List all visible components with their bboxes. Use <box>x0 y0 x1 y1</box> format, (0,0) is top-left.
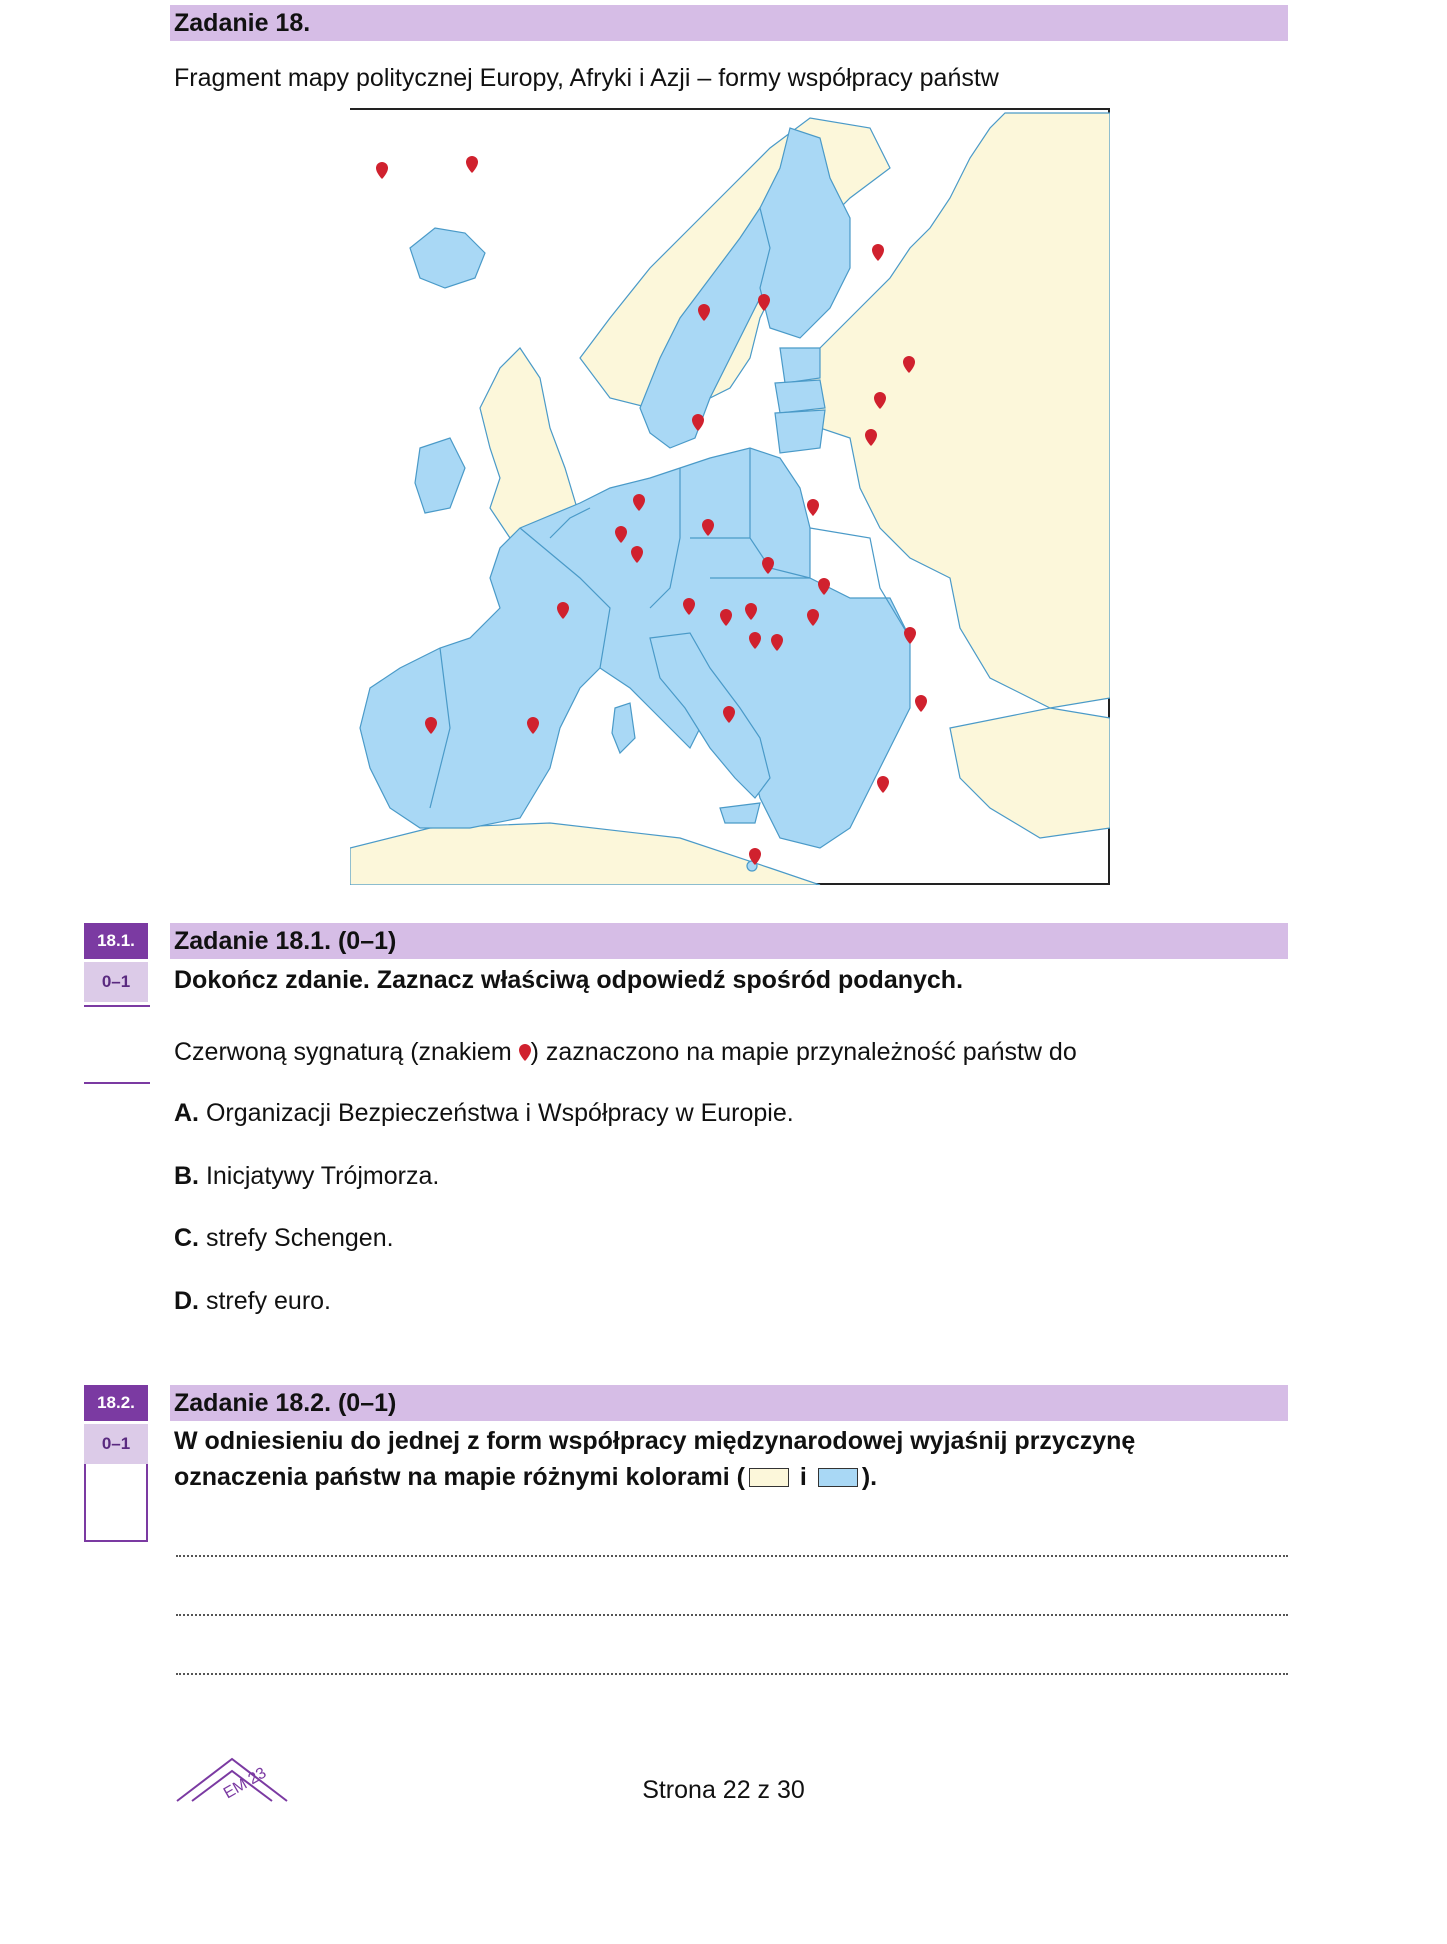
task-header: Zadanie 18. <box>174 9 311 37</box>
answer-line-2[interactable] <box>176 1614 1288 1616</box>
task-18-2-number: 18.2. <box>84 1385 148 1421</box>
cream-swatch <box>749 1468 789 1487</box>
option-a[interactable] <box>174 1097 794 1129</box>
stem-after: ) zaznaczono na mapie przynależność państw do <box>530 1038 1077 1066</box>
logo-text: EM 23 <box>220 1764 270 1803</box>
option-d-text: strefy euro. <box>205 1287 332 1315</box>
task-18-1-points: 0–1 <box>84 962 148 1002</box>
blue-swatch <box>818 1468 858 1487</box>
instruction-line2-after: ). <box>861 1463 878 1491</box>
task-18-1-side-line <box>84 1005 150 1007</box>
instruction-line2-before: oznaczenia państw na mapie różnymi kolorami ( <box>174 1463 745 1491</box>
marker-sign-icon <box>519 1044 531 1062</box>
instruction-line2-mid: i <box>792 1463 814 1491</box>
task-18-2-instruction-line2 <box>174 1461 877 1493</box>
page-number: Strona 22 z 30 <box>642 1776 805 1801</box>
option-d-letter: D. <box>174 1287 199 1315</box>
option-a-letter: A. <box>174 1099 199 1127</box>
stem-before: Czerwoną sygnaturą (znakiem <box>174 1038 519 1066</box>
task-18-1-instruction: Dokończ zdanie. Zaznacz właściwą odpowiedź spośród podanych. <box>174 966 964 994</box>
option-c-text: strefy Schengen. <box>205 1224 394 1252</box>
option-b-text: Inicjatywy Trójmorza. <box>205 1162 440 1190</box>
map <box>350 108 1110 885</box>
option-b-letter: B. <box>174 1162 199 1190</box>
task-18-1-header: Zadanie 18.1. (0–1) <box>174 927 397 955</box>
task-18-1-side-line-bottom <box>84 1082 150 1084</box>
answer-line-1[interactable] <box>176 1555 1288 1557</box>
task-header-bar <box>170 5 1288 41</box>
option-d[interactable] <box>174 1285 331 1317</box>
task-18-2-score-box[interactable] <box>84 1464 148 1542</box>
map-caption: Fragment mapy politycznej Europy, Afryki i Azji – formy współpracy państw <box>174 64 999 92</box>
task-18-2-instruction-line1: W odniesieniu do jednej z form współpracy międzynarodowej wyjaśnij przyczynę <box>174 1427 1136 1455</box>
option-c-letter: C. <box>174 1224 199 1252</box>
task-18-2-header: Zadanie 18.2. (0–1) <box>174 1389 397 1417</box>
option-b[interactable] <box>174 1160 439 1192</box>
task-18-1-number: 18.1. <box>84 923 148 959</box>
task-18-1-stem <box>174 1036 1077 1068</box>
option-c[interactable] <box>174 1222 394 1254</box>
answer-line-3[interactable] <box>176 1673 1288 1675</box>
task-18-2-points: 0–1 <box>84 1424 148 1464</box>
option-a-text: Organizacji Bezpieczeństwa i Współpracy w Europie. <box>205 1099 794 1127</box>
